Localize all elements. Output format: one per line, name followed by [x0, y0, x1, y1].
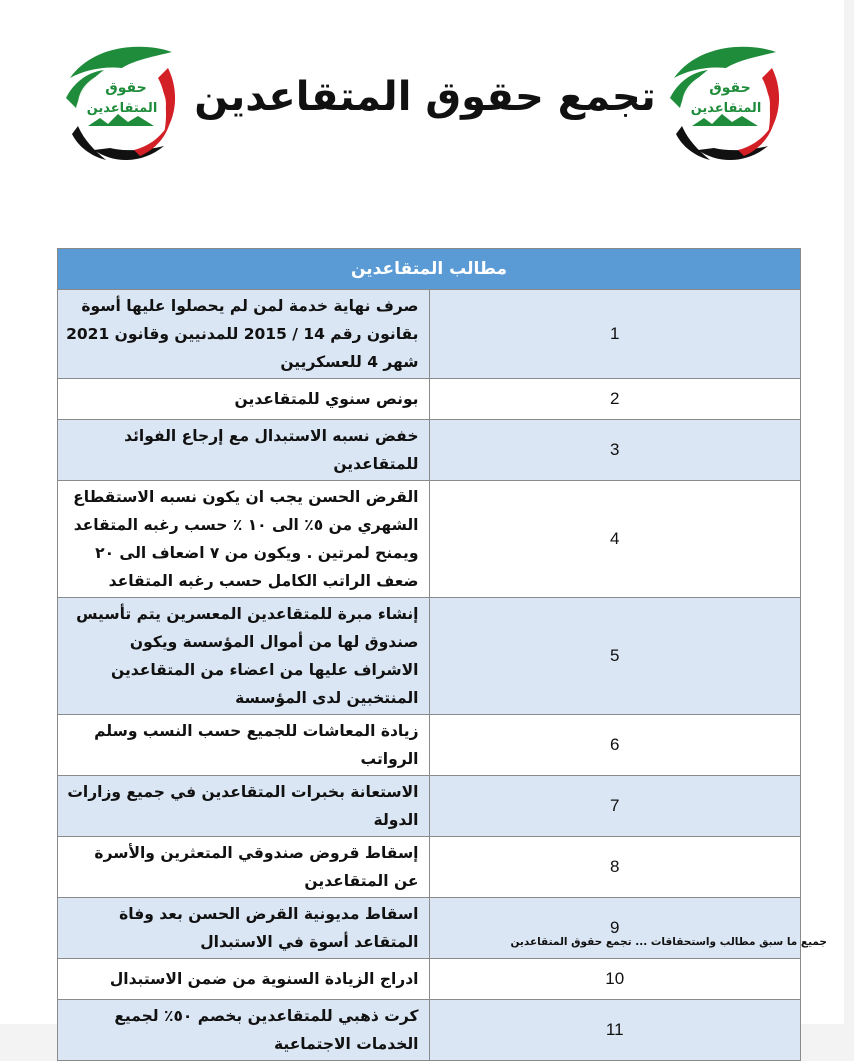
row-number: 9	[429, 898, 801, 959]
row-text: ادراج الزيادة السنوية من ضمن الاستبدال	[58, 959, 430, 1000]
row-number: 2	[429, 379, 801, 420]
logo-text-line1: حقوق	[105, 80, 147, 96]
row-number: 10	[429, 959, 801, 1000]
row-text: خفض نسبه الاستبدال مع إرجاع الفوائد للمتقاعدين	[58, 420, 430, 481]
table-row	[58, 481, 801, 598]
row-text: إنشاء مبرة للمتقاعدين المعسرين يتم تأسيس صندوق لها من أموال المؤسسة ويكون الاشراف عليها من اعضاء من المتقاعدين المنتخبين لدى المؤسسة	[58, 598, 430, 715]
table-row	[58, 598, 801, 715]
row-text: القرض الحسن يجب ان يكون نسبه الاستقطاع الشهري من ٥٪ الى ١٠ ٪ حسب رغبه المتقاعد ويمنح لمرتين . ويكون من ٧ اضعاف الى ٢٠ ضعف الراتب الكامل حسب رغبه المتقاعد	[58, 481, 430, 598]
row-text: الاستعانة بخبرات المتقاعدين في جميع وزارات الدولة	[58, 776, 430, 837]
logo-text-line2: المتقاعدين	[86, 101, 158, 116]
row-number: 1	[429, 290, 801, 379]
logo-text-line1: حقوق	[709, 80, 751, 96]
footer-note: جميع ما سبق مطالب واستحقاقات ... تجمع حقوق المتقاعدين	[510, 936, 827, 948]
table-header: مطالب المتقاعدين	[58, 249, 801, 290]
row-number: 11	[429, 1000, 801, 1061]
row-text: اسقاط مديونية القرض الحسن بعد وفاة المتقاعد أسوة في الاستبدال	[58, 898, 430, 959]
row-text: زيادة المعاشات للجميع حسب النسب وسلم الرواتب	[58, 715, 430, 776]
table-row	[58, 1000, 801, 1061]
table-row	[58, 776, 801, 837]
logo-text-line2: المتقاعدين	[690, 101, 762, 116]
row-text: صرف نهاية خدمة لمن لم يحصلوا عليها أسوة بقانون رقم 14 / 2015 للمدنيين وقانون 2021 شهر 4 للعسكريين	[58, 290, 430, 379]
row-text: كرت ذهبي للمتقاعدين بخصم ٥٠٪ لجميع الخدمات الاجتماعية	[58, 1000, 430, 1061]
table-row	[58, 898, 801, 959]
row-number: 8	[429, 837, 801, 898]
table-row	[58, 959, 801, 1000]
table-row	[58, 837, 801, 898]
row-text: إسقاط قروض صندوقي المتعثرين والأسرة عن المتقاعدين	[58, 837, 430, 898]
row-number: 3	[429, 420, 801, 481]
row-text: بونص سنوي للمتقاعدين	[58, 379, 430, 420]
row-number: 6	[429, 715, 801, 776]
page-title: تجمع حقوق المتقاعدين	[194, 74, 656, 120]
table-row	[58, 420, 801, 481]
row-number: 7	[429, 776, 801, 837]
row-number: 4	[429, 481, 801, 598]
retirees-rights-logo-right	[668, 38, 784, 168]
table-row	[58, 379, 801, 420]
table-row	[58, 290, 801, 379]
row-number: 5	[429, 598, 801, 715]
retirees-rights-logo-left	[64, 38, 180, 168]
table-row	[58, 715, 801, 776]
